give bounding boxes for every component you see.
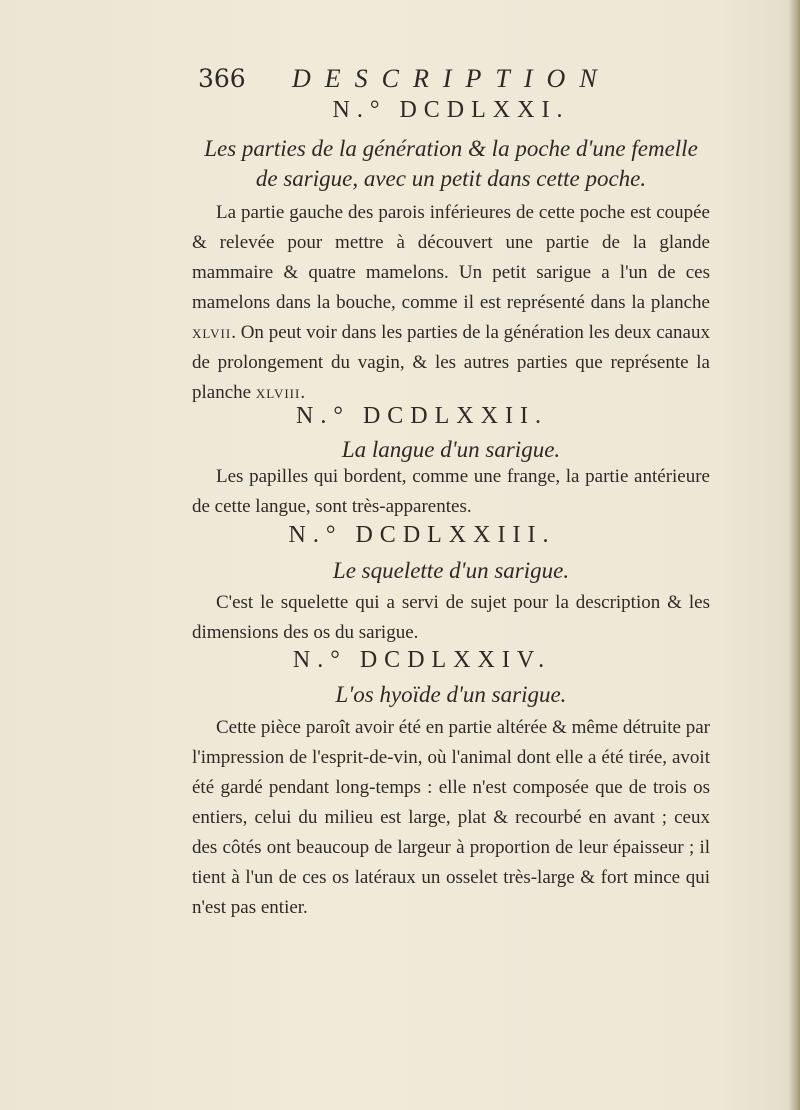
entry-text xyxy=(192,713,710,923)
entry-title: Le squelette d'un sarigue. xyxy=(332,558,570,583)
entry-number: N.° DCDLXXIV. xyxy=(292,647,552,673)
page-edge-shadow xyxy=(788,0,800,1110)
entry-text-run: . On peut voir dans les parties de la génération les deux canaux de prolongement du vagin, & les autres parties que représente la planche xyxy=(192,322,710,403)
running-title: DESCRIPTION xyxy=(292,64,611,93)
entry-text-run: La partie gauche des parois inférieures de cette poche est coupée & relevée pour mettre à découvert une partie de la glande mammaire & quatre mamelons. Un petit sarigue a l'un de ces mamelons dans la bouche, comme il est représenté dans la planche xyxy=(192,202,710,313)
entry-title xyxy=(192,134,710,194)
entry-title: L'os hyoïde d'un sarigue. xyxy=(335,682,567,707)
entry-text xyxy=(192,198,710,408)
plate-reference: xlvii xyxy=(192,322,232,343)
entry-text xyxy=(192,462,710,522)
entry-number: N.° DCDLXXII. xyxy=(296,403,548,429)
entry-text-run: . xyxy=(300,382,306,403)
plate-reference: xlviii xyxy=(255,382,301,403)
text-column xyxy=(192,60,710,918)
entry-text-run: Cette pièce paroît avoir été en partie altérée & même détruite par l'impression de l'esprit-de-vin, où l'animal dont elle a été tirée, avoit été gardé pendant long-temps : elle n'est composée que de trois os entiers, celui du milieu est large, plat & recourbé en avant ; ceux des côtés ont beaucoup de largeur à proportion de leur épaisseur ; il tient à l'un de ces os latéraux un osselet très-large & fort mince qui n'est pas entier. xyxy=(192,717,710,918)
running-header xyxy=(192,60,710,98)
entry-title-line: de sarigue, avec un petit dans cette poche. xyxy=(255,166,647,191)
entry-text-run: C'est le squelette qui a servi de sujet pour la description & les dimensions des os du sarigue. xyxy=(192,592,710,643)
entry-title: La langue d'un sarigue. xyxy=(341,437,561,462)
entry-text-run: Les papilles qui bordent, comme une frange, la partie antérieure de cette langue, sont très-apparentes. xyxy=(192,466,710,517)
entry-title-line: Les parties de la génération & la poche d'une femelle xyxy=(204,136,698,161)
entry-text xyxy=(192,588,710,648)
page-number: 366 xyxy=(198,64,246,93)
entry-number: N.° DCDLXXI. xyxy=(332,97,570,123)
entry-number: N.° DCDLXXIII. xyxy=(288,522,556,548)
